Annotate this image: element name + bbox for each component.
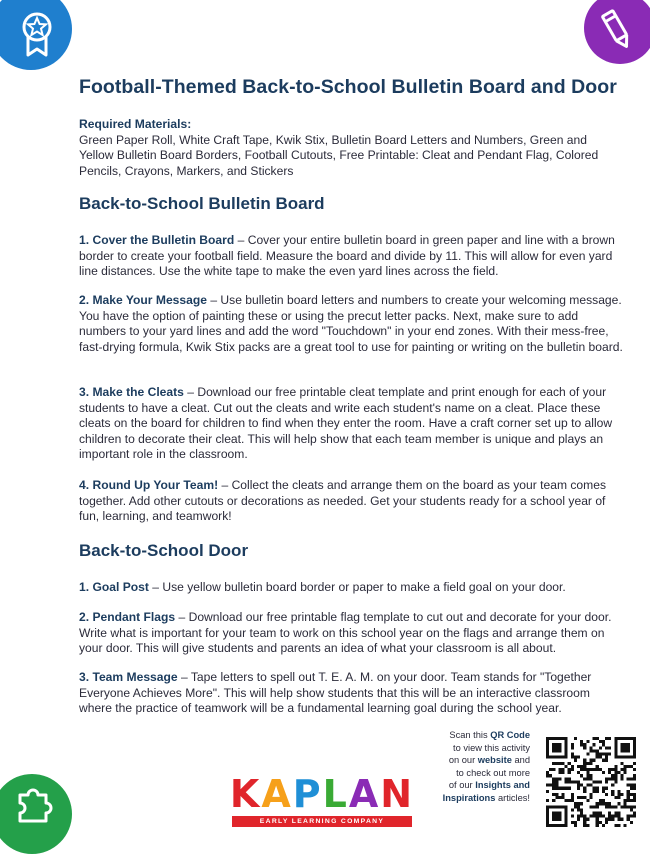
website-link[interactable]: website <box>477 755 512 766</box>
step-heading: Make Your Message <box>92 293 207 307</box>
kaplan-logo[interactable] <box>228 772 416 827</box>
qr-text: of our <box>448 780 473 791</box>
qr-text: to check out more <box>456 767 530 778</box>
logo-tagline: EARLY LEARNING COMPANY <box>232 816 412 827</box>
logo-letter: P <box>292 772 323 816</box>
step-heading: Cover the Bulletin Board <box>92 233 235 247</box>
board-step-3 <box>79 385 624 463</box>
qr-instructions <box>418 729 530 805</box>
materials-list: Green Paper Roll, White Craft Tape, Kwik Stix, Bulletin Board Letters and Numbers, Green and Yellow Bulletin Board Borders, Football Cutouts, Free Printable: Cleat and Pendant Flag, Colored Pencils, Crayons, Markers, and Stickers <box>79 132 599 178</box>
insights-link[interactable]: Insights and <box>475 780 530 791</box>
materials-label: Required Materials: <box>79 117 192 131</box>
step-number: 3. <box>79 385 90 399</box>
door-step-1 <box>79 580 624 596</box>
step-number: 2. <box>79 293 90 307</box>
qr-text: Scan this <box>449 730 488 740</box>
required-materials <box>79 117 624 179</box>
step-heading: Team Message <box>92 670 178 684</box>
qr-text: to view this activity <box>453 742 530 753</box>
logo-wordmark <box>228 772 416 816</box>
qr-text: articles! <box>497 792 530 803</box>
step-body: – Tape letters to spell out T. E. A. M. on your door. Team stands for "Together Everyone Achieves More". This will help show students that this will be an interactive classroom where the practice of teamwork will be a fundamental learning goal during the school year. <box>79 670 592 716</box>
qr-text-bold: QR Code <box>490 730 530 740</box>
step-body: – Download our free printable flag template to cut out and decorate for your door. Write what is important for your team to work on this school year on the flags and arrange them on your door. This will give students and parents an idea of what your classroom is all about. <box>79 610 612 656</box>
inspirations-link[interactable]: Inspirations <box>442 792 496 803</box>
qr-code[interactable] <box>546 737 636 827</box>
bulletin-board-heading: Back-to-School Bulletin Board <box>79 194 325 213</box>
qr-text: on our <box>448 755 476 766</box>
page-title: Football-Themed Back-to-School Bulletin Board and Door <box>79 76 617 98</box>
logo-letter: K <box>229 772 262 816</box>
door-step-3 <box>79 670 624 717</box>
logo-letter: A <box>261 772 293 816</box>
step-number: 2. <box>79 610 90 624</box>
step-number: 1. <box>79 580 90 594</box>
logo-letter: L <box>322 772 349 816</box>
puzzle-piece-icon <box>0 774 72 854</box>
step-body: – Use yellow bulletin board border or paper to make a field goal on your door. <box>152 580 566 594</box>
board-step-4 <box>79 478 624 525</box>
step-number: 4. <box>79 478 90 492</box>
step-heading: Make the Cleats <box>92 385 184 399</box>
board-step-1 <box>79 233 624 280</box>
qr-text: and <box>514 755 530 766</box>
award-ribbon-icon <box>0 0 72 70</box>
logo-letter: A <box>348 772 381 816</box>
step-number: 3. <box>79 670 90 684</box>
step-heading: Goal Post <box>92 580 149 594</box>
door-step-2 <box>79 610 624 657</box>
step-body: – Download our free printable cleat template and print enough for each of your students to have a cleat. Cut out the cleats and write each student's name on a cleat. Place these cleats on the board for children to find when they enter the room. Have a craft corner set up to allow children to decorate their cleat. This will help show that each team member is unique and plays an important role in the classroom. <box>79 385 613 462</box>
pencil-icon <box>584 0 650 64</box>
logo-letter: N <box>380 772 415 816</box>
step-body: – Collect the cleats and arrange them on the board as your team comes together. Add other cutouts or decorations as needed. Get your students ready for a school year of fun, learning, and teamwork! <box>79 478 607 524</box>
door-heading: Back-to-School Door <box>79 541 249 560</box>
step-number: 1. <box>79 233 90 247</box>
step-heading: Pendant Flags <box>92 610 176 624</box>
board-step-2 <box>79 293 624 355</box>
step-body: – Use bulletin board letters and numbers to create your welcoming message. You have the option of painting these or using the precut letter packs. Next, make sure to add numbers to your yard lines and add the word "Touchdown" in your end zones. With their mess-free, fast-drying formula, Kwik Stix packs are a great tool to use for painting or writing on the bulletin board. <box>79 293 623 354</box>
step-heading: Round Up Your Team! <box>92 478 219 492</box>
step-body: – Cover your entire bulletin board in green paper and line with a brown border to create your football field. Measure the board and divide by 11. This will allow for even yard line distances. Use the white tape to make the even yard lines across the field. <box>79 233 615 279</box>
